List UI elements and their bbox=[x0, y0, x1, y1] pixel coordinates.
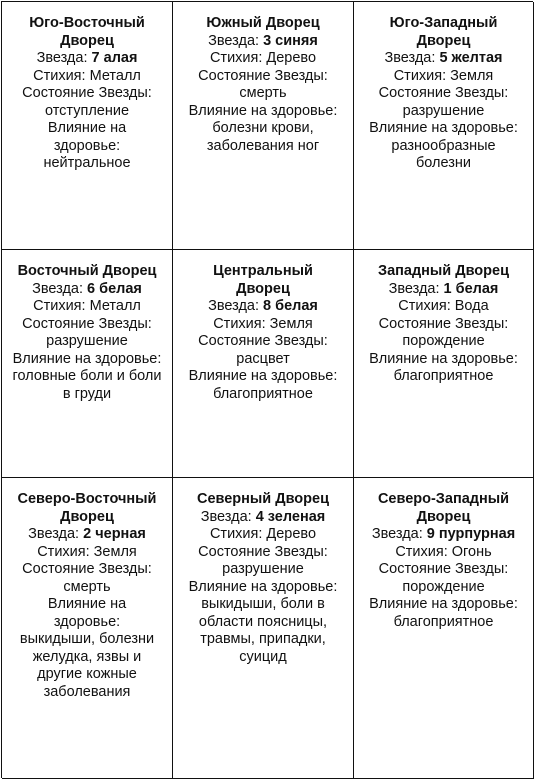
health-value: болезни крови, заболевания ног bbox=[206, 120, 320, 154]
state-value: разрушение bbox=[222, 561, 304, 577]
star-value: 6 белая bbox=[87, 280, 142, 297]
state-label: Состояние Звезды: bbox=[378, 561, 509, 577]
health-value: благоприятное bbox=[393, 613, 494, 630]
element-line: Стихия: Огонь bbox=[395, 543, 492, 560]
star-line bbox=[6, 526, 168, 544]
element-line: Стихия: Металл bbox=[33, 298, 141, 314]
star-label: Звезда: bbox=[28, 526, 84, 542]
health-value: головные боли и боли в груди bbox=[12, 368, 162, 402]
palace-cell-southwest bbox=[354, 2, 534, 250]
state-label: Состояние Звезды: bbox=[22, 315, 152, 332]
star-label: Звезда: bbox=[208, 298, 264, 314]
element-line: Стихия: Земля bbox=[393, 67, 494, 84]
palace-cell-north bbox=[173, 478, 354, 779]
star-label: Звезда: bbox=[384, 50, 440, 66]
star-line bbox=[358, 526, 529, 544]
health-label: Влияние на здоровье: bbox=[188, 102, 338, 119]
state-value: разрушение bbox=[402, 102, 485, 119]
palace-title: Восточный Дворец bbox=[17, 263, 157, 279]
palace-title: Юго-Восточный Дворец bbox=[29, 15, 145, 49]
star-line bbox=[177, 509, 349, 527]
palace-title: Западный Дворец bbox=[377, 263, 509, 279]
health-label: Влияние на здоровье: bbox=[188, 368, 338, 384]
palace-cell-northwest bbox=[354, 478, 534, 779]
star-value: 7 алая bbox=[91, 50, 138, 66]
palace-cell-center bbox=[173, 250, 354, 478]
state-value: порождение bbox=[402, 578, 485, 595]
health-label: Влияние на здоровье: bbox=[188, 578, 338, 595]
element-line: Стихия: Дерево bbox=[209, 526, 317, 542]
health-value: нейтральное bbox=[43, 155, 131, 171]
palace-title: Северо-Западный Дворец bbox=[377, 491, 510, 525]
state-value: смерть bbox=[239, 85, 287, 101]
element-line: Стихия: Дерево bbox=[209, 50, 317, 66]
state-label: Состояние Звезды: bbox=[198, 543, 328, 560]
palace-title: Центральный Дворец bbox=[213, 263, 313, 297]
star-label: Звезда: bbox=[371, 526, 427, 542]
palace-grid bbox=[1, 1, 533, 778]
health-label: Влияние на здоровье: bbox=[369, 120, 518, 136]
state-value: разрушение bbox=[46, 333, 128, 349]
health-label: Влияние на здоровье: bbox=[12, 350, 162, 367]
palace-cell-southeast bbox=[2, 2, 173, 250]
star-value: 8 белая bbox=[263, 298, 318, 314]
star-line bbox=[177, 33, 349, 51]
palace-title: Северный Дворец bbox=[196, 491, 329, 507]
state-label: Состояние Звезды: bbox=[22, 561, 152, 577]
health-value: выкидыши, боли в области поясницы, травмы, припадки, суицид bbox=[198, 596, 328, 665]
state-label: Состояние Звезды: bbox=[378, 85, 509, 101]
star-label: Звезда: bbox=[36, 50, 92, 66]
star-value: 4 зеленая bbox=[255, 508, 326, 525]
star-value: 5 желтая bbox=[439, 50, 503, 66]
palace-title: Северо-Восточный Дворец bbox=[17, 491, 157, 525]
health-label: Влияние на здоровье: bbox=[47, 596, 127, 630]
palace-cell-west bbox=[354, 250, 534, 478]
star-line bbox=[6, 281, 168, 299]
state-value: смерть bbox=[63, 578, 111, 595]
health-label: Влияние на здоровье: bbox=[369, 596, 518, 612]
star-line bbox=[177, 298, 349, 316]
palace-cell-south bbox=[173, 2, 354, 250]
health-value: разнообразные болезни bbox=[391, 137, 496, 171]
star-line bbox=[358, 50, 529, 68]
state-label: Состояние Звезды: bbox=[198, 67, 328, 84]
element-line: Стихия: Вода bbox=[398, 298, 489, 314]
state-label: Состояние Звезды: bbox=[198, 333, 328, 349]
star-value: 9 пурпурная bbox=[426, 526, 516, 542]
health-text bbox=[7, 351, 167, 404]
star-line bbox=[358, 281, 529, 299]
palace-title: Южный Дворец bbox=[206, 15, 320, 31]
health-value: благоприятное bbox=[213, 385, 313, 402]
star-line bbox=[6, 50, 168, 68]
health-label: Влияние на здоровье: bbox=[47, 120, 127, 154]
star-value: 2 черная bbox=[83, 526, 146, 542]
health-value: благоприятное bbox=[393, 368, 494, 384]
star-label: Звезда: bbox=[208, 32, 264, 49]
health-label: Влияние на здоровье: bbox=[369, 350, 518, 367]
state-value: расцвет bbox=[236, 350, 290, 367]
element-line: Стихия: Металл bbox=[33, 67, 141, 84]
palace-title: Юго-Западный Дворец bbox=[389, 15, 498, 49]
star-label: Звезда: bbox=[32, 280, 88, 297]
health-value: выкидыши, болезни желудка, язвы и другие кожные заболевания bbox=[19, 631, 155, 700]
state-label: Состояние Звезды: bbox=[378, 315, 509, 332]
star-label: Звезда: bbox=[200, 508, 256, 525]
element-line: Стихия: Земля bbox=[213, 315, 313, 332]
state-value: порождение bbox=[402, 333, 485, 349]
state-label: Состояние Звезды: bbox=[22, 85, 152, 101]
element-line: Стихия: Земля bbox=[37, 543, 137, 560]
palace-cell-east bbox=[2, 250, 173, 478]
star-value: 1 белая bbox=[443, 280, 499, 297]
star-label: Звезда: bbox=[388, 280, 444, 297]
state-value: отступление bbox=[44, 102, 130, 119]
palace-cell-northeast bbox=[2, 478, 173, 779]
star-value: 3 синяя bbox=[263, 32, 318, 49]
